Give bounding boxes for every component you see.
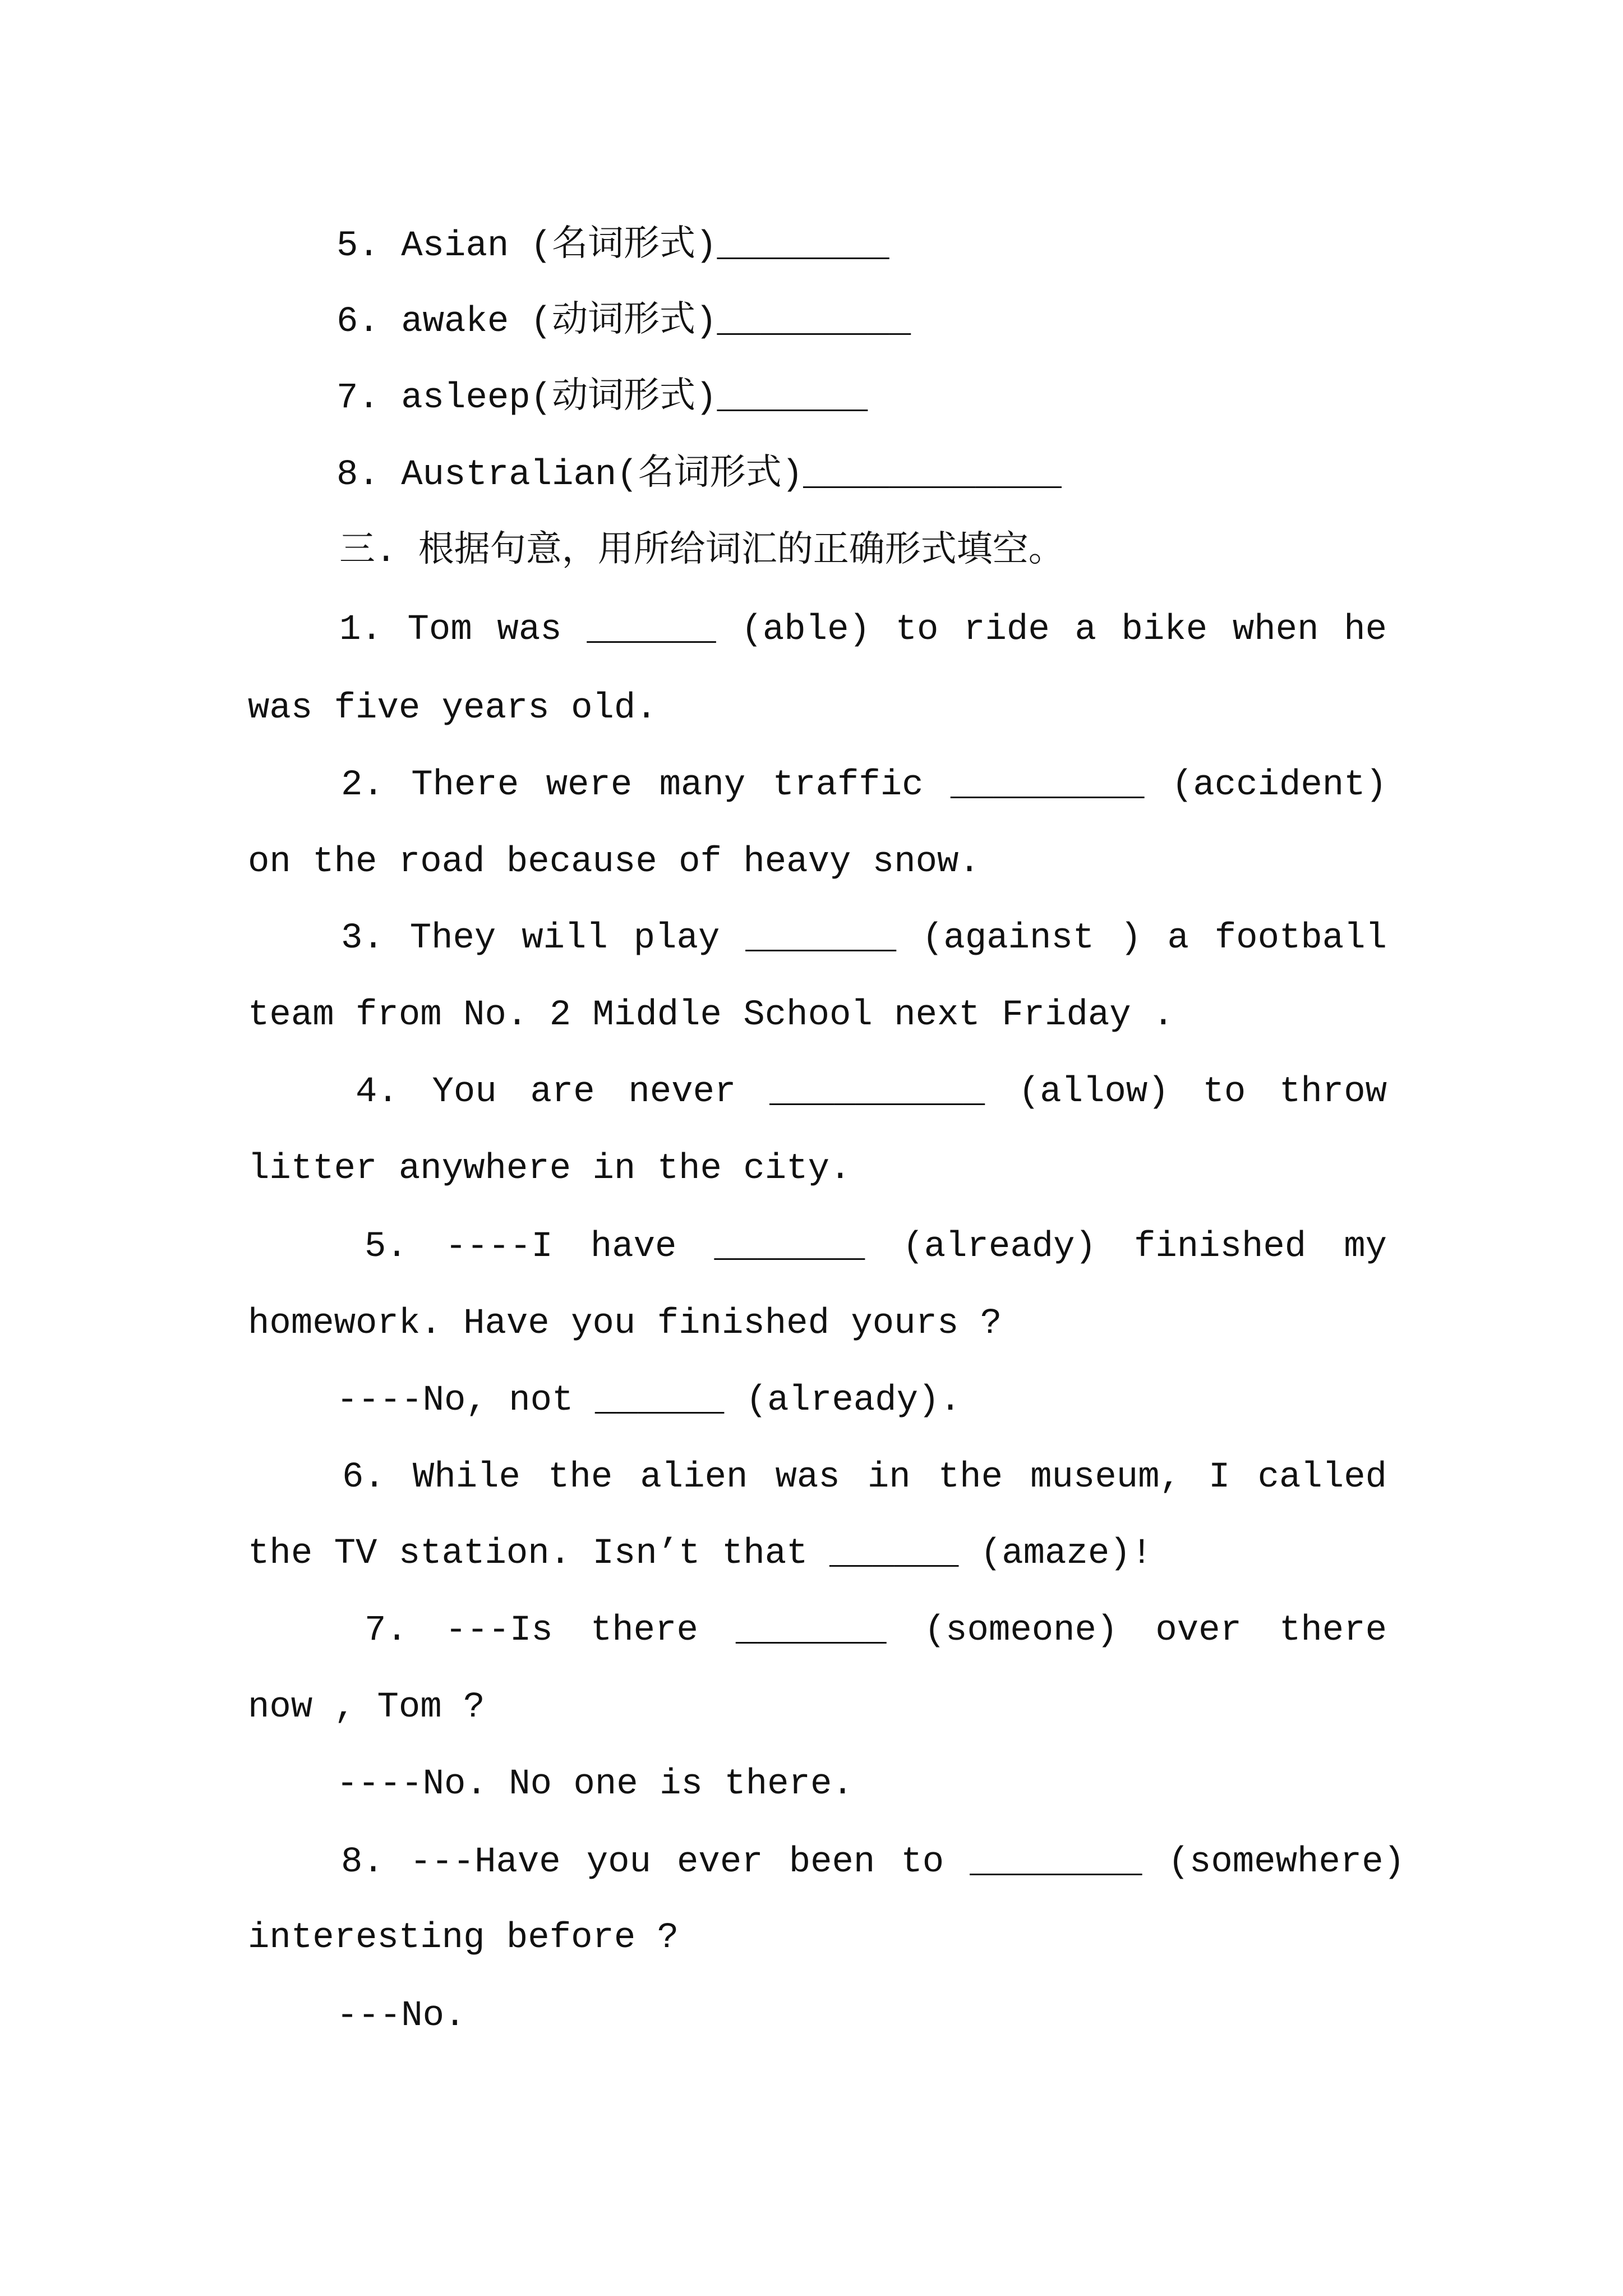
question-4-line-2: litter anywhere in the city. (248, 1149, 851, 1189)
question-2-line-2: on the road because of heavy snow. (248, 842, 980, 882)
section-3-heading: 三. 根据句意，用所给词汇的正确形式填空。 (339, 532, 1064, 572)
question-1-line-1: 1. Tom was ______ (able) to ride a bike when he (339, 610, 1387, 650)
question-7-reply: ----No. No one is there. (336, 1764, 854, 1805)
question-5-line-2: homework. Have you finished yours ? (248, 1304, 1002, 1344)
word-form-item-5: 5. Asian (名词形式)________ (336, 226, 889, 266)
question-5-reply: ----No, not ______ (already). (336, 1381, 961, 1421)
word-form-item-6: 6. awake (动词形式)_________ (336, 302, 911, 342)
question-4-line-1: 4. You are never __________ (allow) to throw (356, 1072, 1387, 1112)
question-2-line-1: 2. There were many traffic _________ (accident) (341, 765, 1387, 806)
question-7-line-1: 7. ---Is there _______ (someone) over there (365, 1611, 1387, 1651)
question-8-line-2: interesting before ? (248, 1918, 679, 1958)
question-6-line-1: 6. While the alien was in the museum, I called (342, 1457, 1387, 1498)
question-1-line-2: was five years old. (248, 688, 657, 729)
question-8-reply: ---No. (336, 1996, 466, 2036)
question-8-line-1: 8. ---Have you ever been to ________ (somewhere) (341, 1842, 1405, 1883)
question-7-line-2: now , Tom ? (248, 1687, 485, 1728)
question-3-line-1: 3. They will play _______ (against ) a football (341, 918, 1387, 959)
word-form-item-7: 7. asleep(动词形式)_______ (336, 378, 868, 418)
question-6-line-2: the TV station. Isn’t that ______ (amaze)! (248, 1534, 1153, 1574)
question-5-line-1: 5. ----I have _______ (already) finished my (365, 1227, 1387, 1267)
question-3-line-2: team from No. 2 Middle School next Friday . (248, 995, 1174, 1036)
word-form-item-8: 8. Australian(名词形式)____________ (336, 455, 1062, 495)
